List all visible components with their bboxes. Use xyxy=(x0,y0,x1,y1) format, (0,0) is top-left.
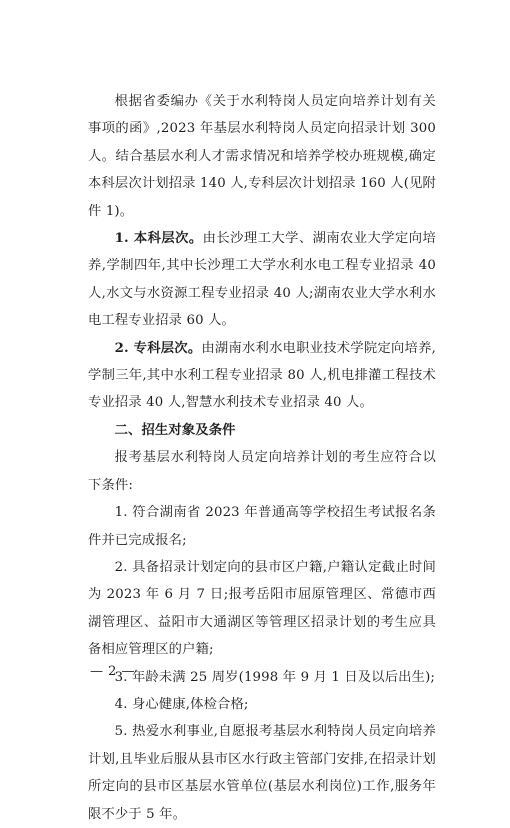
condition-item-5: 5. 热爱水利事业,自愿报考基层水利特岗人员定向培养计划,且毕业后服从县市区水行政主管部门安排,在招录计划所定向的县市区基层水管单位(基层水利岗位)工作,服务年限不少于 5 年。 xyxy=(88,724,436,822)
section-heading: 二、招生对象及条件 xyxy=(114,422,236,438)
paragraph-conditions-intro: 报考基层水利特岗人员定向培养计划的考生应符合以下条件: xyxy=(88,450,436,493)
vocational-label: 2. 专科层次。 xyxy=(114,340,202,356)
document-body xyxy=(88,88,436,828)
condition-item-2: 2. 具备招录计划定向的县市区户籍,户籍认定截止时间为 2023 年 6 月 7 日;报考岳阳市屈原管理区、常德市西湖管理区、益阳市大通湖区等管理区招录计划的考生应具备相应管理区的户籍; xyxy=(88,559,436,658)
condition-item-4: 4. 身心健康,体检合格; xyxy=(114,696,249,712)
paragraph-undergraduate xyxy=(88,225,436,335)
paragraph-vocational xyxy=(88,335,436,417)
vocational-text: 由湖南水利水电职业技术学院定向培养,学制三年,其中水利工程专业招录 80 人,机电排灌工程技术专业招录 40 人,智慧水利技术专业招录 40 人。 xyxy=(88,340,436,411)
condition-item-3: 3. 年龄未满 25 周岁(1998 年 9 月 1 日及以后出生); xyxy=(114,669,436,685)
paragraph-intro: 根据省委编办《关于水利特岗人员定向培养计划有关事项的函》,2023 年基层水利特岗人员定向招录计划 300 人。结合基层水利人才需求情况和培养学校办班规模,确定本科层次计划招录 140 人,专科层次计划招录 160 人(见附件 1)。 xyxy=(88,94,436,219)
undergraduate-text: 由长沙理工大学、湖南农业大学定向培养,学制四年,其中长沙理工大学水利水电工程专业招录 40 人,水文与水资源工程专业招录 40 人;湖南农业大学水利水电工程专业招录 60 人。 xyxy=(88,231,436,329)
condition-item-1: 1. 符合湖南省 2023 年普通高等学校招生考试报名条件并已完成报名; xyxy=(88,505,436,548)
undergraduate-label: 1. 本科层次。 xyxy=(114,231,203,247)
page-number: — 2 — xyxy=(90,664,136,679)
